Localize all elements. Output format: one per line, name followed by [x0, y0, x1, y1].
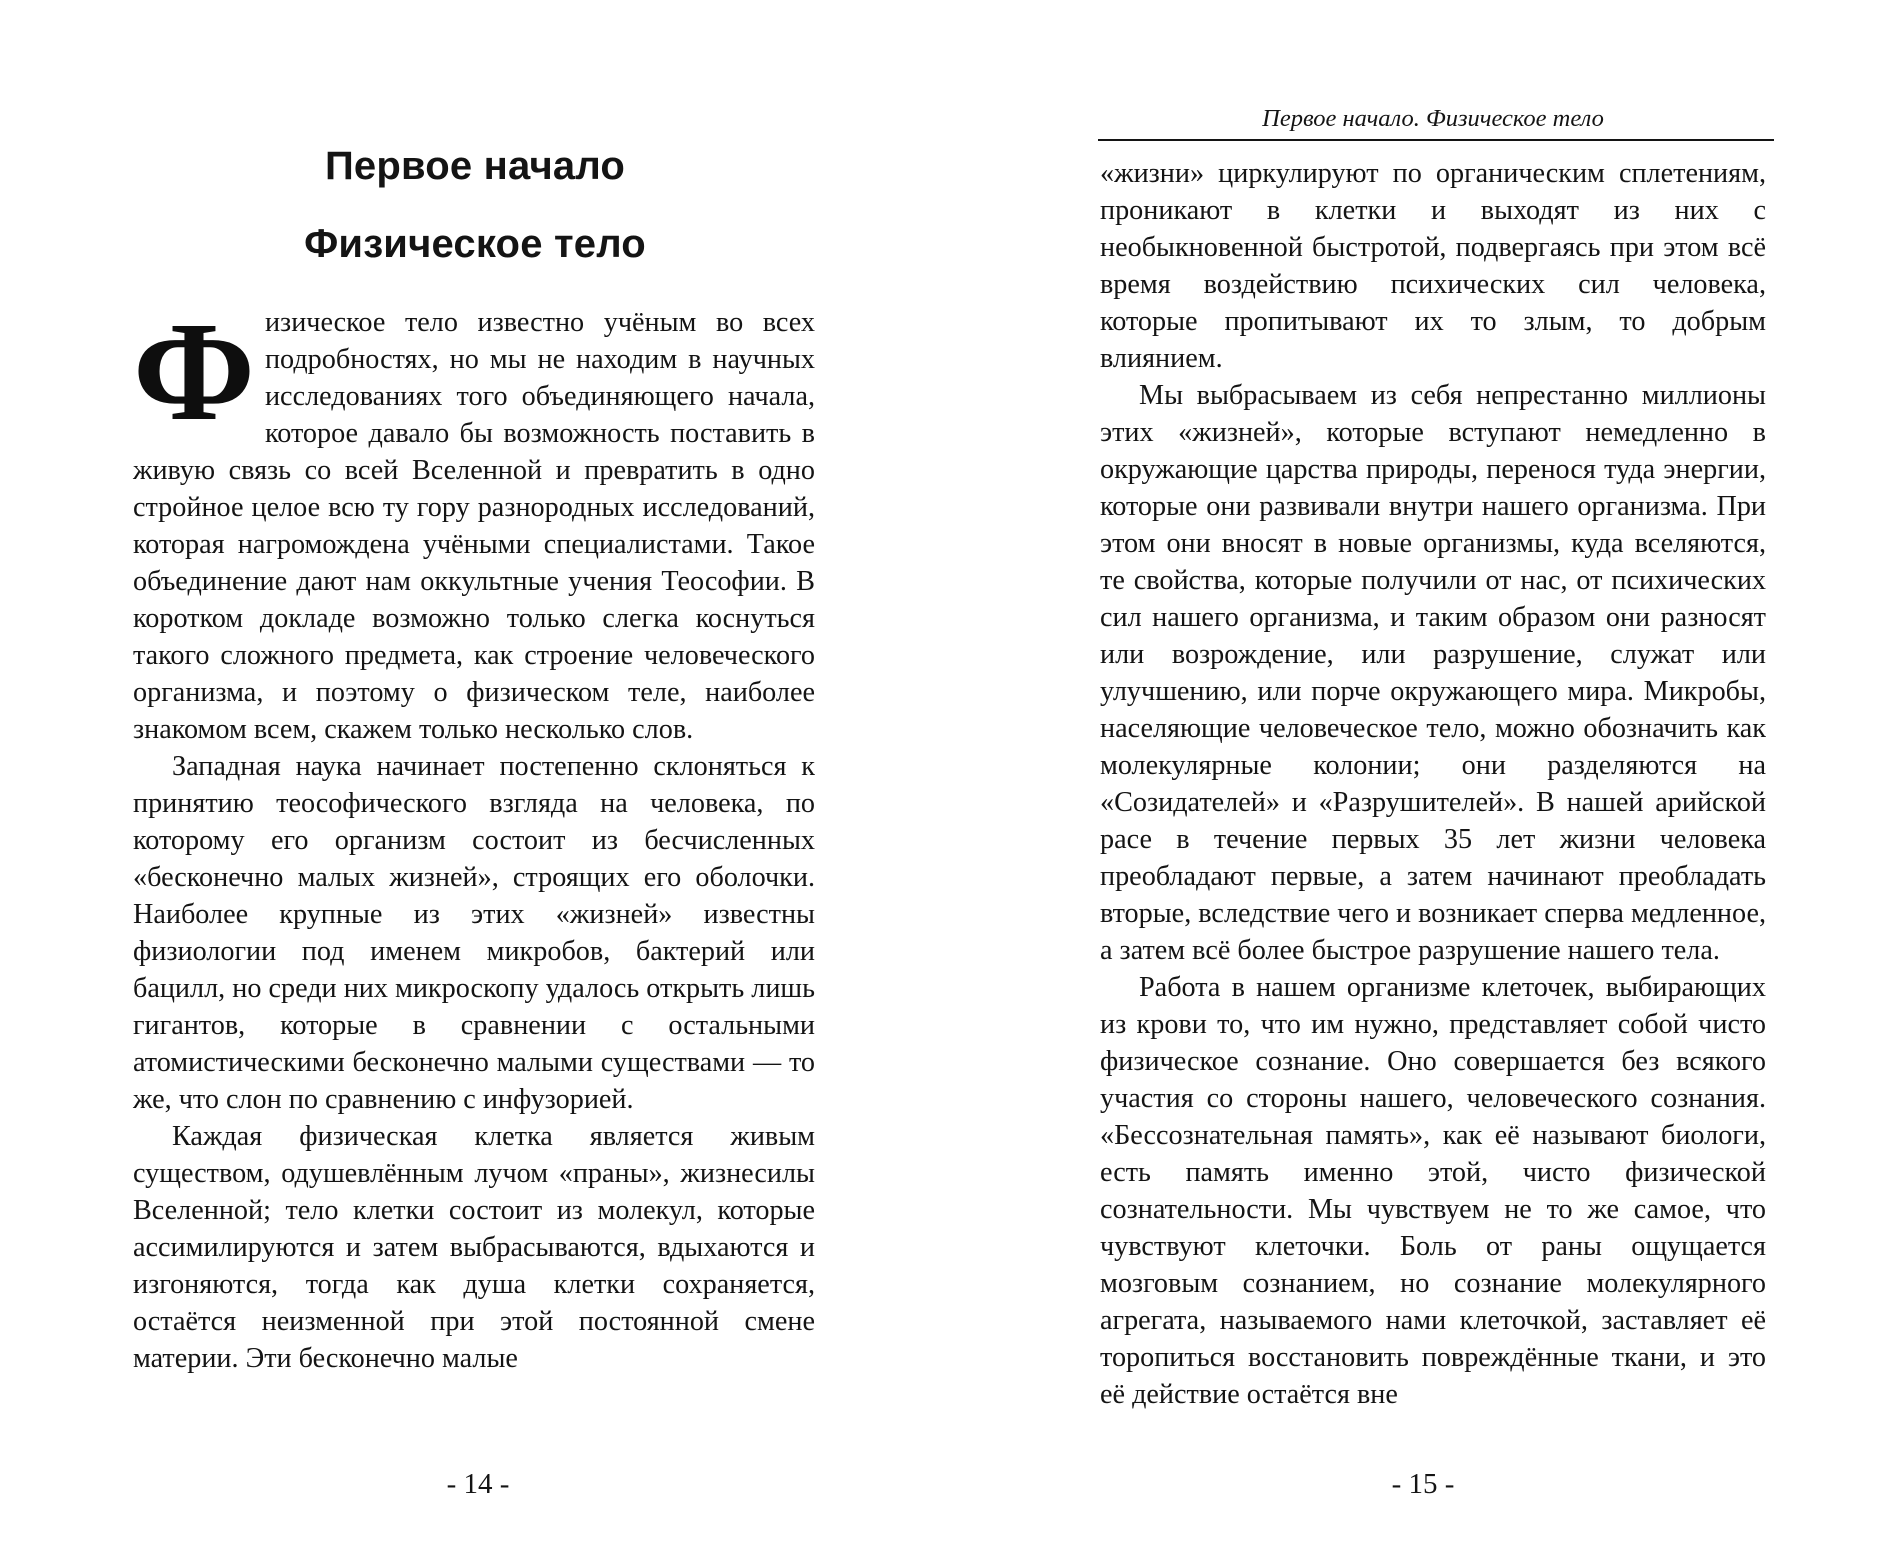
- page-number-left: - 14 -: [446, 1468, 510, 1500]
- right-body-text: [1100, 155, 1766, 1413]
- page-number-right: - 15 -: [1391, 1468, 1455, 1500]
- running-header: Первое начало. Физическое тело: [1262, 105, 1604, 132]
- right-page: [948, 0, 1896, 1547]
- paragraph-1-text: изическое тело известно учёным во всех подробностях, но мы не находим в научных исследованиях того объединяющего начала, которое давало бы возможность поставить в живую связь со всей Вселенной и превратить в одно стройное целое всю ту гору разнородных исследований, которая нагромождена учёными специалистами. Такое объединение дают нам оккультные учения Теософии. В коротком докладе возможно только слегка коснуться такого сложного предмета, как строение человеческого организма, и поэтому о физическом теле, наиболее знакомом всем, скажем только несколько слов.: [133, 307, 815, 745]
- chapter-subtitle: Физическое тело: [304, 222, 646, 266]
- paragraph-2: Западная наука начинает постепенно склоняться к принятию теософического взгляда на человека, по которому его организм состоит из бесчисленных «бесконечно малых жизней», строящих его оболочки. Наиболее крупные из этих «жизней» известны физиологии под именем микробов, бактерий или бацилл, но среди них микроскопу удалось открыть лишь гигантов, которые в сравнении с остальными атомистическими бесконечно малыми существами — то же, что слон по сравнению с инфузорией.: [133, 751, 815, 1115]
- paragraph-3: Каждая физическая клетка является живым существом, одушевлённым лучом «праны», жизнесилы Вселенной; тело клетки состоит из молекул, которые ассимилируются и затем выбрасываются, вдыхаются и изгоняются, тогда как душа клетки сохраняется, остаётся неизменной при этой постоянной смене материи. Эти бесконечно малые: [133, 1121, 815, 1374]
- chapter-title: Первое начало: [324, 144, 626, 188]
- paragraph-4: «жизни» циркулируют по органическим сплетениям, проникают в клетки и выходят из них с необыкновенной быстротой, подвергаясь при этом всё время воздействию психических сил человека, которые пропитывают их то злым, то добрым влиянием.: [1100, 158, 1766, 374]
- paragraph-6: Работа в нашем организме клеточек, выбирающих из крови то, что им нужно, представляет собой чисто физическое сознание. Оно совершается без всякого участия со стороны нашего, человеческого сознания. «Бессознательная память», как её называют биологи, есть память именно этой, чисто физической сознательности. Мы чувствуем не то же самое, что чувствуют клеточки. Боль от раны ощущается мозговым сознанием, но сознание молекулярного агрегата, называемого нами клеточкой, заставляет её торопиться восстановить повреждённые ткани, и это её действие остаётся вне: [1100, 972, 1766, 1410]
- left-body-text: [133, 292, 815, 1377]
- drop-cap: Ф: [133, 292, 255, 450]
- paragraph-5: Мы выбрасываем из себя непрестанно миллионы этих «жизней», которые вступают немедленно в окружающие царства природы, перенося туда энергии, которые они развивали внутри нашего организма. При этом они вносят в новые организмы, куда вселяются, те свойства, которые получили от нас, от психических сил нашего организма, и таким образом они разносят или возрождение, или разрушение, служат или улучшению, или порче окружающего мира. Микробы, населяющие человеческое тело, можно обозначить как молекулярные колонии; они разделяются на «Созидателей» и «Разрушителей». В нашей арийской расе в течение первых 35 лет жизни человека преобладают первые, а затем начинают преобладать вторые, вследствие чего и возникает сперва медленное, а затем всё более быстрое разрушение нашего тела.: [1100, 380, 1767, 966]
- paragraph-1: [133, 292, 815, 748]
- header-rule: [1098, 139, 1774, 141]
